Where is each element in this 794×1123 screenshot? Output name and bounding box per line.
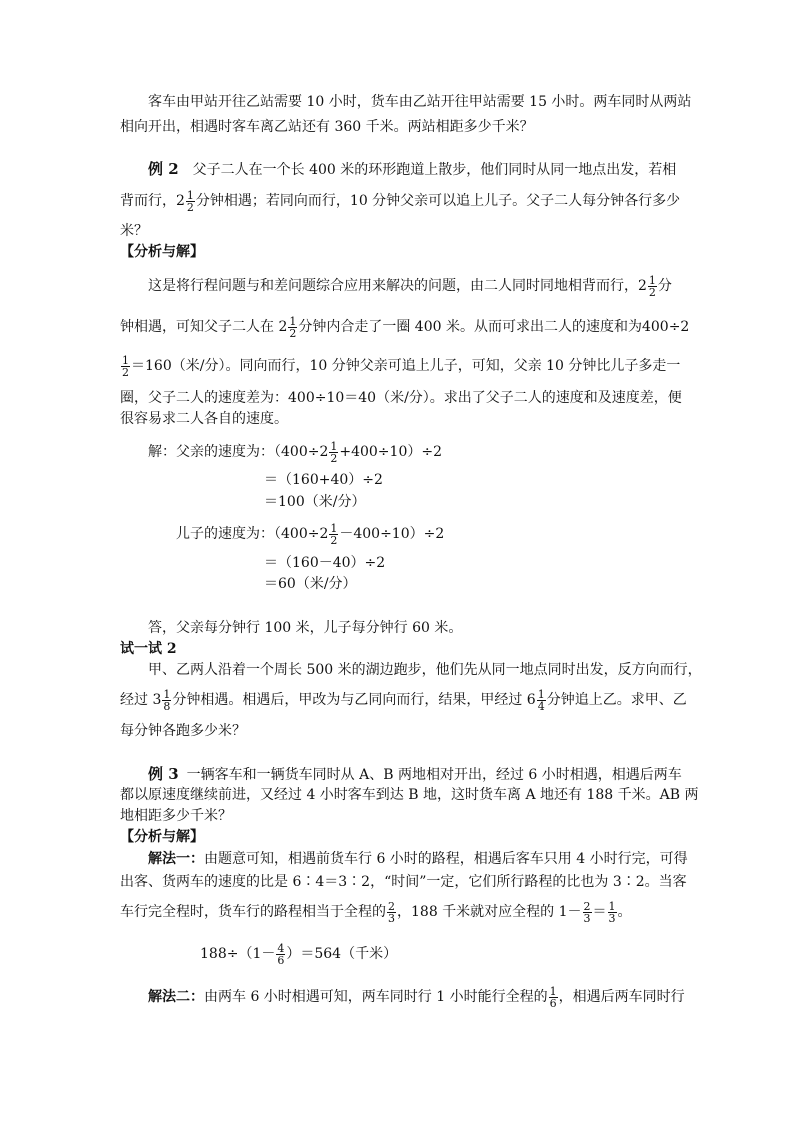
- problem-line: 相向开出，相遇时客车离乙站还有 360 千米。两站相距多少千米？: [120, 119, 534, 135]
- example-2-label: 例 2: [148, 160, 179, 178]
- method-1-label: 解法一：: [148, 851, 204, 867]
- analysis-heading: 【分析与解】: [120, 244, 204, 260]
- fraction: $\frac{1}{6}$: [549, 984, 557, 1010]
- fraction: $\frac{2}{3}$: [583, 899, 591, 925]
- fraction: $\frac{1}{2}$: [122, 353, 129, 379]
- try-2-line: 每分钟各跑多少米？: [120, 723, 246, 739]
- fraction: $\frac{1}{8}$: [163, 687, 171, 713]
- method-1-line: 解法一：由题意可知，相遇前货车行 6 小时的路程，相遇后客车只用 4 小时行完，可得: [148, 851, 688, 867]
- text: 分钟相遇；若同向而行，10 分钟父亲可以追上儿子。父子二人每分钟各行多少: [195, 193, 681, 209]
- method-1-line: 车行完全程时，货车行的路程相当于全程的 $\frac{2}{3}$ ，188 千米就对应全程的 1－ $\frac{2}{3}$ ＝ $\frac{1}{3}$ 。: [120, 899, 632, 925]
- analysis-line: 圈，父子二人的速度差为：400÷10＝40（米/分）。求出了父子二人的速度和及速度差，便: [120, 390, 682, 406]
- fraction: $\frac{1}{4}$: [537, 687, 545, 713]
- example-2-text: 父子二人在一个长 400 米的环形跑道上散步，他们同时从同一地点出发，若相: [192, 162, 677, 178]
- solution-line: ＝（160+40）÷2: [264, 472, 383, 488]
- example-2-line: [148, 159, 676, 180]
- try-2-line: 甲、乙两人沿着一个周长 500 米的湖边跑步，他们先从同一地点同时出发，反方向而行，: [148, 662, 702, 678]
- solution-line: ＝60（米/分）: [264, 576, 357, 592]
- example-2-line: [120, 187, 680, 215]
- fraction: $\frac{1}{2}$: [648, 273, 656, 299]
- fraction: $\frac{1}{2}$: [289, 314, 297, 340]
- solution-line: ＝100（米/分）: [264, 494, 366, 510]
- analysis-line: $\frac{1}{2}$ ＝160（米/分）。同向而行，10 分钟父亲可追上儿子，可知，父亲 10 分钟比儿子多走一: [122, 353, 681, 379]
- solution-line: 儿子的速度为：（400÷2 $\frac{1}{2}$ －400÷10）÷2: [176, 521, 445, 547]
- try-2-label: 试一试 2: [120, 641, 177, 657]
- analysis-line: 很容易求二人各自的速度。: [120, 411, 288, 427]
- analysis-heading: 【分析与解】: [120, 829, 204, 845]
- problem-line: 客车由甲站开往乙站需要 10 小时，货车由乙站开往甲站需要 15 小时。两车同时从两站: [148, 94, 692, 110]
- example-3-line: 地相距多少千米？: [120, 808, 232, 824]
- fraction: $\frac{1}{2}$: [330, 521, 338, 547]
- fraction: $\frac{1}{3}$: [608, 899, 616, 925]
- answer-line: 答，父亲每分钟行 100 米，儿子每分钟行 60 米。: [148, 620, 463, 636]
- example-3-line: 都以原速度继续前进，又经过 4 小时客车到达 B 地，这时货车离 A 地还有 188 千米。AB 两: [120, 787, 699, 803]
- method-2-line: 解法二：由两车 6 小时相遇可知，两车同时行 1 小时能行全程的 $\frac{1}{6}$ ，相遇后两车同时行: [148, 984, 685, 1010]
- solution-line: ＝（160－40）÷2: [264, 555, 386, 571]
- example-2-line: 米？: [120, 223, 148, 239]
- try-2-line: 经过 3 $\frac{1}{8}$ 分钟相遇。相遇后，甲改为与乙同向而行，结果，甲经过 6 $\frac{1}{4}$ 分钟追上乙。求甲、乙: [120, 687, 687, 713]
- method-1-line: 出客、货两车的速度的比是 6∶4＝3∶2，“时间”一定，它们所行路程的比也为 3∶2。当客: [120, 874, 687, 890]
- analysis-line: 钟相遇，可知父子二人在 2 $\frac{1}{2}$ 分钟内合走了一圈 400 米。从而可求出二人的速度和为400÷2: [120, 314, 690, 340]
- fraction: $\frac{4}{6}$: [277, 941, 285, 967]
- analysis-line: 这是将行程问题与和差问题综合应用来解决的问题，由二人同时同地相背而行，2 $\frac{1}{2}$ 分: [148, 273, 672, 299]
- method-2-label: 解法二：: [148, 989, 204, 1005]
- example-3-line: 例 3 一辆客车和一辆货车同时从 A、B 两地相对开出，经过 6 小时相遇，相遇后两车: [148, 765, 682, 783]
- fraction: $\frac{1}{2}$: [330, 439, 338, 465]
- solution-line: 解：父亲的速度为：（400÷2 $\frac{1}{2}$ +400÷10）÷2: [148, 439, 442, 465]
- example-3-label: 例 3: [148, 765, 179, 783]
- equation-line: 188÷（1－ $\frac{4}{6}$ ）＝564（千米）: [200, 941, 398, 967]
- fraction: $\frac{1}{2}$: [186, 188, 194, 214]
- text: 背而行，2: [120, 193, 185, 209]
- fraction: $\frac{2}{3}$: [388, 899, 395, 925]
